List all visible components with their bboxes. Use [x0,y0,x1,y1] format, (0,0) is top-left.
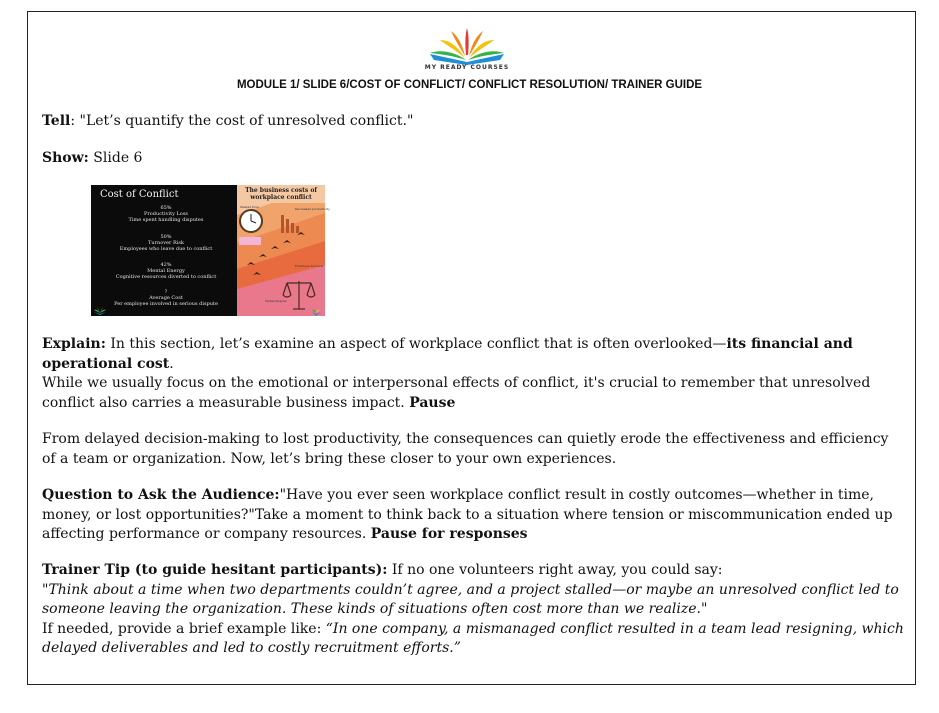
consequences-paragraph: From delayed decision-making to lost productivity, the consequences can quietly erode the effectiveness and efficiency of a team or organization. Now, let’s bring these closer to your own experiences. [42,431,889,467]
stat-value: 50% [160,234,172,240]
trainer-tip-quote: "Think about a time when two departments couldn’t agree, and a project stalled—or maybe an unresolved conflict led to someone leaving the organization. These kinds of situations often cost more than we realize." [42,581,899,618]
my-ready-courses-logo [424,28,510,76]
slide-stat [101,289,231,307]
trainer-tip-lead: If needed, provide a brief example like: [42,620,326,637]
stat-label: Mental Energy [147,268,185,274]
tell-label: Tell [42,113,71,129]
explain-text-2: While we usually focus on the emotional or interpersonal effects of conflict, it's crucial to remember that unresolved conflict also carries a measurable business impact. [42,375,871,411]
page-header: MODULE 1/ SLIDE 6/COST OF CONFLICT/ CONFLICT RESOLUTION/ TRAINER GUIDE [236,79,703,91]
business-costs-illustration [237,185,330,316]
slide-stat [101,234,231,252]
stat-sub: Cognitive resources diverted to conflict [115,274,217,280]
logo-text: MY READY COURSES [424,64,510,71]
stat-label: Productivity Loss [144,211,188,217]
stat-sub: Time spent handling disputes [128,217,204,223]
tell-text: : "Let’s quantify the cost of unresolved conflict." [70,113,414,129]
pause-cue: Pause [409,394,456,411]
stat-sub: Employees who leave due to conflict [119,246,213,252]
show-paragraph [42,149,904,169]
stat-label: Turnover Risk [148,240,184,246]
trainer-tip-label: Trainer Tip (to guide hesitant participants): [42,562,388,578]
trainer-tip-paragraph [42,561,904,659]
explain-period: . [169,355,174,372]
trainer-tip-example: “In one company, a mismanaged conflict resulted in a team lead resigning, which delayed deliverables and led to costly recruitment efforts.” [42,620,904,657]
slide-stat [101,262,231,280]
stat-label: Average Cost [149,295,183,301]
explain-paragraph [42,335,904,413]
explain-text: In this section, let’s examine an aspect of workplace conflict that is often overlooked— [105,336,727,352]
clock-icon [240,210,262,232]
slide-title: Cost of Conflict [100,189,179,200]
stat-value: ? [164,289,168,295]
svg-text:workplace conflict: workplace conflict [250,194,312,201]
slide-6-thumbnail [91,185,330,316]
slide-left-panel [91,185,237,316]
slide-logo-icon [93,306,107,315]
label-decreased-productivity: Decreased productivity [295,207,330,211]
slide-right-panel [237,185,330,316]
book-fan-logo-icon [424,28,510,66]
show-label: Show: [42,150,89,166]
explain-label: Explain: [42,336,106,352]
question-paragraph [42,486,904,545]
question-text: "Have you ever seen workplace conflict result in costly outcomes—whether in time, money, or lost opportunities?"Take a moment to think back to a situation where tension or miscommunication ended up affecting performance or company resources. [42,487,893,543]
stat-value: 65% [160,205,172,211]
stat-sub: Per employee involved in serious dispute [114,301,218,307]
stat-value: 42% [160,262,172,268]
label-wasted-time: Wasted time [240,205,259,209]
trainer-tip-text: If no one volunteers right away, you could say: [387,562,723,578]
tell-paragraph [42,112,904,132]
label-verbal-dispute: Verbal dispute [265,299,287,303]
label-employee-turnover: Employee turnover [295,264,324,268]
explain-emphasis: its financial and operational cost [42,336,853,372]
slide-stat [101,205,231,223]
clock-base [239,237,261,245]
question-label: Question to Ask the Audience: [42,487,280,503]
pause-for-responses-cue: Pause for responses [370,526,528,543]
show-text: Slide 6 [88,150,143,166]
slide-right-title: The business costs of [245,187,317,194]
